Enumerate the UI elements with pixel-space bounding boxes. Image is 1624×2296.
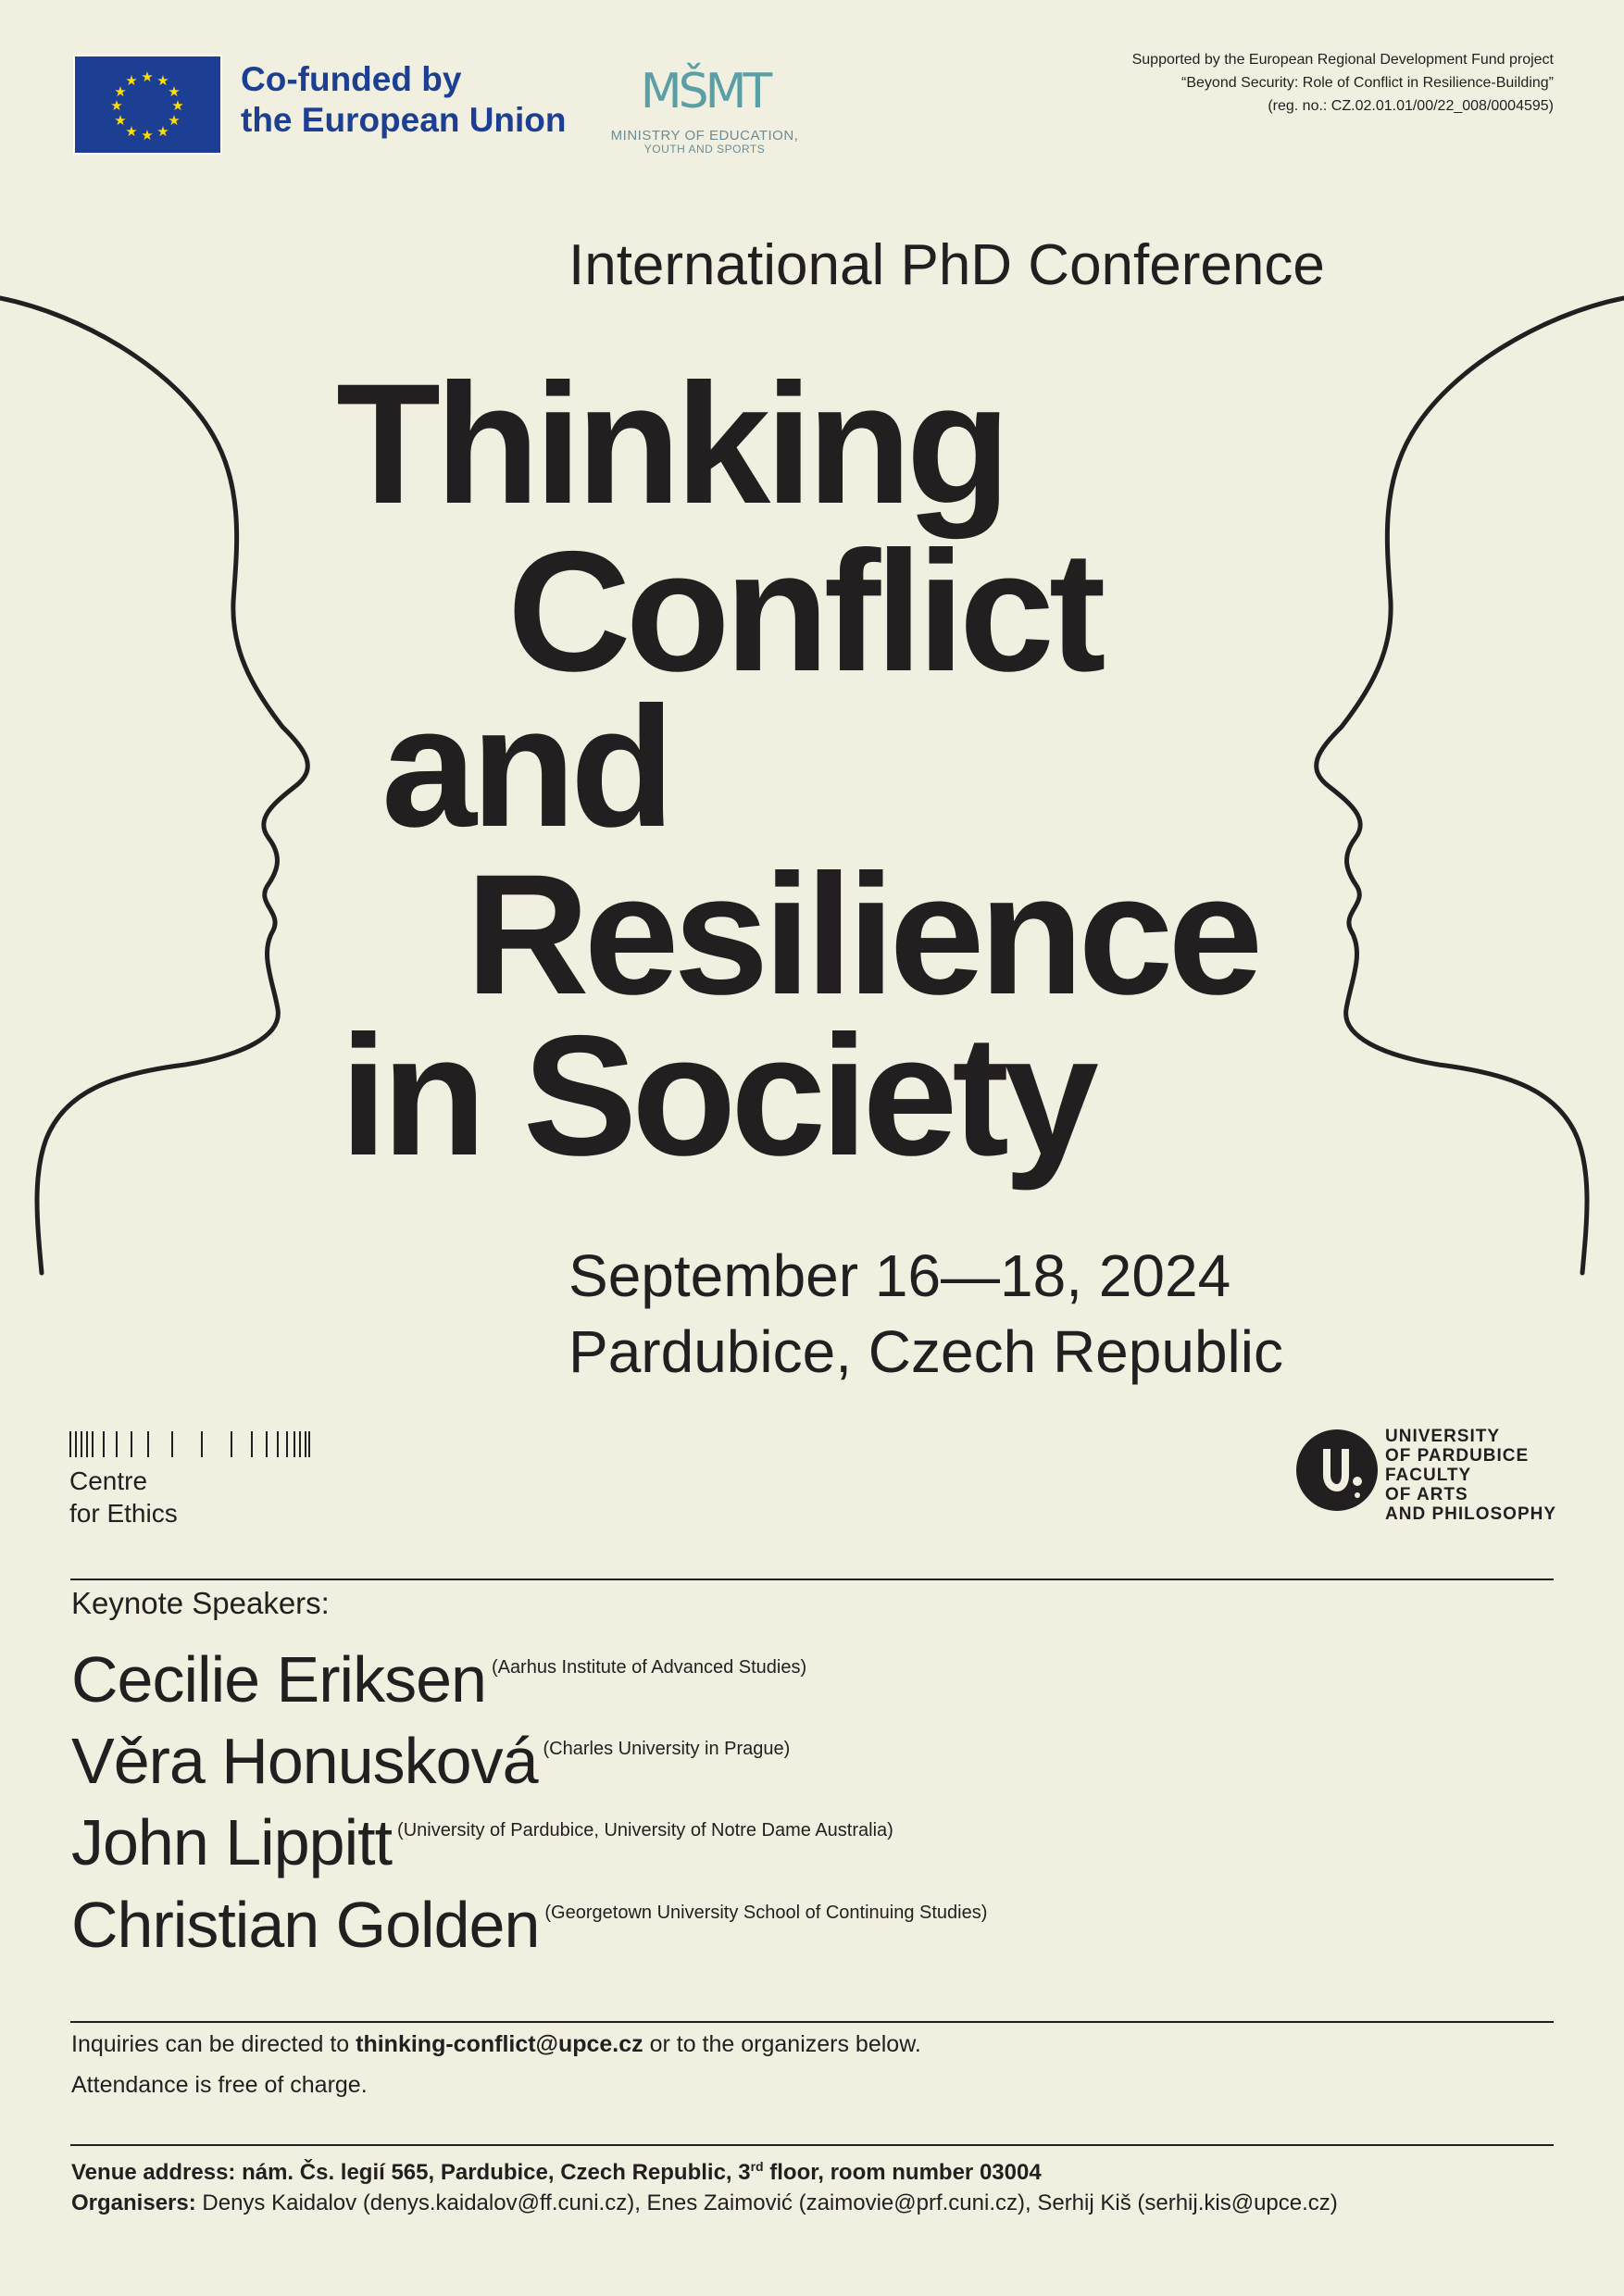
speaker-item — [71, 1724, 790, 1798]
svg-text:★: ★ — [110, 97, 123, 114]
msmt-logo-mark: MŠMT — [640, 64, 769, 119]
right-face-outline — [1317, 298, 1624, 1273]
speaker-item — [71, 1805, 893, 1879]
centre-line-2: for Ethics — [69, 1499, 178, 1528]
svg-text:★: ★ — [171, 97, 184, 114]
svg-text:★: ★ — [168, 83, 181, 100]
svg-text:★: ★ — [156, 72, 169, 89]
speaker-name: Christian Golden — [71, 1889, 540, 1961]
eu-flag-logo — [73, 55, 222, 155]
msmt-caption-line-2: YOUTH AND SPORTS — [643, 143, 766, 156]
venue-address — [71, 2152, 1042, 2188]
university-pardubice-logo-icon — [1295, 1429, 1379, 1512]
university-name: UNIVERSITY OF PARDUBICE FACULTY OF ARTS AND PHILOSOPHY — [1385, 1427, 1557, 1524]
title-line-2: Conflict — [507, 517, 1101, 707]
eu-line-2: the European Union — [241, 101, 567, 139]
keynote-heading: Keynote Speakers: — [71, 1586, 330, 1620]
svg-text:★: ★ — [114, 83, 127, 100]
title-line-1: Thinking — [336, 349, 1006, 540]
speaker-name: Věra Honusková — [71, 1725, 538, 1797]
funding-note-line-2: “Beyond Security: Role of Conflict in Resilience-Building” — [1181, 75, 1554, 91]
speaker-item — [71, 1642, 806, 1716]
conference-kicker: International PhD Conference — [568, 233, 1325, 297]
divider — [70, 2021, 1554, 2023]
speaker-name: John Lippitt — [71, 1806, 393, 1878]
event-place: Pardubice, Czech Republic — [568, 1318, 1283, 1385]
eu-cofunded-text — [241, 59, 567, 141]
inquiry-text — [71, 2029, 921, 2059]
speaker-affiliation: (University of Pardubice, University of Notre Dame Australia) — [397, 1820, 893, 1841]
svg-text:★: ★ — [156, 123, 169, 140]
svg-text:★: ★ — [141, 69, 154, 85]
title-line-5: in Society — [340, 1001, 1093, 1192]
divider — [70, 2144, 1554, 2146]
organisers-line — [71, 2189, 1338, 2218]
inquiry-email-link[interactable]: thinking-conflict@upce.cz — [356, 2031, 643, 2057]
funding-note-line-1: Supported by the European Regional Development Fund project — [1131, 52, 1554, 68]
centre-line-1: Centre — [69, 1466, 148, 1495]
svg-text:★: ★ — [125, 123, 138, 140]
svg-text:★: ★ — [125, 72, 138, 89]
venue-room: floor, room number 03004 — [763, 2160, 1042, 2185]
centre-for-ethics-barcode-icon — [69, 1431, 310, 1457]
event-dates: September 16—18, 2024 — [568, 1242, 1231, 1309]
svg-text:★: ★ — [141, 127, 154, 144]
speaker-affiliation: (Charles University in Prague) — [543, 1739, 791, 1759]
divider — [70, 1578, 1554, 1580]
speaker-affiliation: (Aarhus Institute of Advanced Studies) — [491, 1657, 807, 1678]
title-line-4: Resilience — [466, 840, 1258, 1030]
organisers-contacts: Denys Kaidalov (denys.kaidalov@ff.cuni.cz), Enes Zaimović (zaimovie@prf.cuni.cz), Serhij Kiš (serhij.kis@upce.cz) — [195, 2190, 1338, 2215]
svg-text:★: ★ — [114, 112, 127, 129]
inquiry-prefix: Inquiries can be directed to — [71, 2031, 356, 2057]
eu-stars-icon — [75, 56, 220, 153]
left-face-outline — [0, 298, 307, 1273]
eu-line-1: Co-funded by — [241, 60, 462, 98]
speaker-affiliation: (Georgetown University School of Continuing Studies) — [544, 1903, 988, 1923]
inquiry-suffix: or to the organizers below. — [643, 2031, 921, 2057]
msmt-caption — [597, 130, 812, 156]
speaker-item — [71, 1888, 987, 1962]
title-line-3: and — [381, 672, 669, 863]
centre-for-ethics-name — [69, 1465, 178, 1529]
venue-ordinal: rd — [750, 2159, 764, 2174]
organisers-label: Organisers: — [71, 2190, 196, 2215]
msmt-caption-line-1: MINISTRY OF EDUCATION, — [610, 128, 799, 144]
funding-note-line-3: (reg. no.: CZ.02.01.01/00/22_008/0004595) — [1268, 98, 1554, 114]
attendance-note: Attendance is free of charge. — [71, 2072, 368, 2098]
svg-text:★: ★ — [168, 112, 181, 129]
venue-text: Venue address: nám. Čs. legií 565, Pardubice, Czech Republic, 3 — [71, 2160, 751, 2185]
funding-note — [1132, 48, 1554, 118]
speaker-name: Cecilie Eriksen — [71, 1643, 486, 1716]
